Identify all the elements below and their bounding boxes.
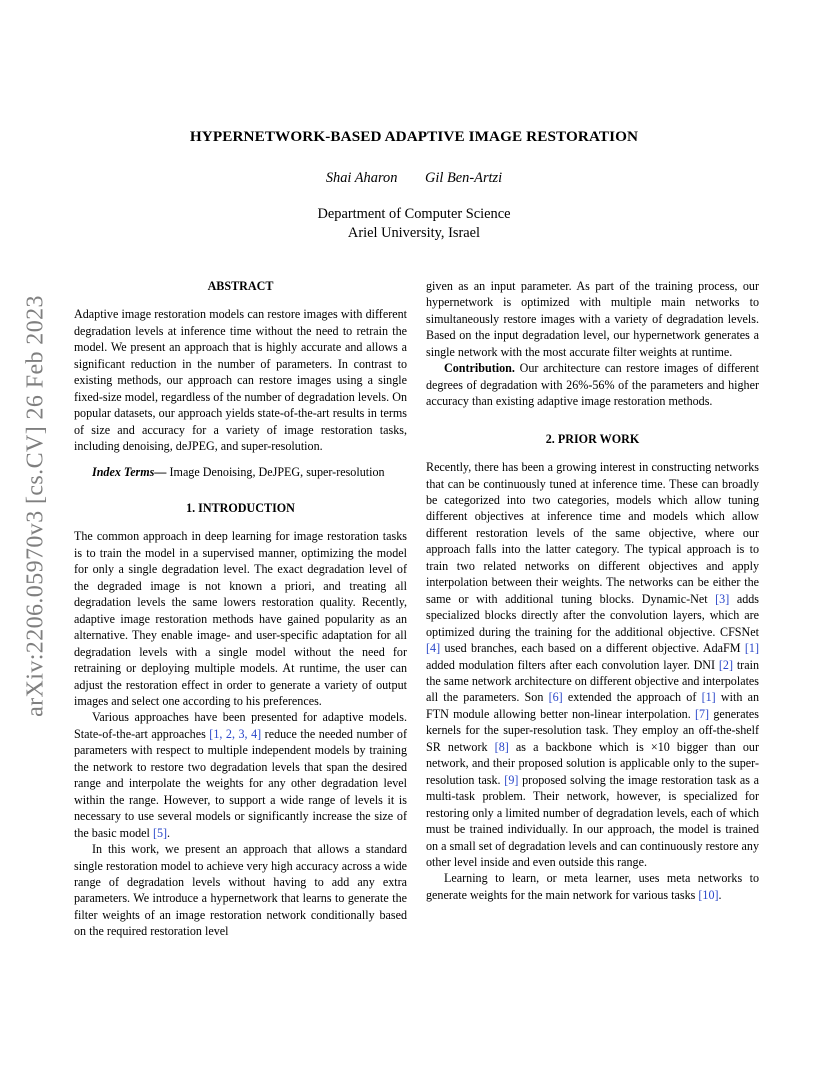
- prior-text: added modulation filters after each convolution layer. DNI: [426, 657, 719, 672]
- citation-link[interactable]: [1]: [744, 641, 759, 656]
- author-list: [0, 170, 828, 187]
- citation-link[interactable]: [4]: [426, 641, 441, 656]
- author-name: Gil Ben-Artzi: [425, 170, 503, 186]
- prior-work-paragraph-2: [426, 870, 759, 903]
- prior-text: Recently, there has been a growing interest in constructing networks that can be continuously tuned at inference time. These can broadly be categorized into two categories, models which allow tuning different objectives at inference time and models which allow different restoration levels of the same objective, where our approach falls into the latter category. The typical approach is to train two related networks on different objectives and apply interpolation between their weights. The networks can be either the same or with additional tuning blocks. Dynamic-Net: [426, 460, 759, 606]
- index-terms: [74, 464, 407, 480]
- affiliation-university: Ariel University, Israel: [347, 225, 481, 241]
- arxiv-identifier-stamp: [22, 256, 50, 756]
- citation-link[interactable]: [8]: [494, 739, 509, 754]
- contribution-label: Contribution.: [444, 361, 515, 376]
- index-terms-text: Image Denoising, DeJPEG, super-resolution: [166, 464, 385, 479]
- abstract-heading: ABSTRACT: [207, 279, 274, 293]
- arxiv-id-text: arXiv:2206.05970v3 [cs.CV] 26 Feb 2023: [22, 295, 49, 717]
- citation-link[interactable]: [9]: [504, 772, 519, 787]
- affiliation: [0, 205, 828, 243]
- contribution-paragraph: [426, 360, 759, 409]
- author-name: Shai Aharon: [325, 170, 398, 186]
- index-terms-label: Index Terms—: [92, 464, 167, 479]
- prior-work-paragraph-1: [426, 459, 759, 870]
- affiliation-department: Department of Computer Science: [317, 206, 511, 222]
- citation-link[interactable]: [1, 2, 3, 4]: [209, 726, 262, 741]
- intro-p2-text: Various approaches have been presented for adaptive models. State-of-the-art approaches: [74, 710, 407, 741]
- intro-p2-text: reduce the needed number of parameters with respect to multiple independent models by training the network to restore two degradation levels that span the desired range and interpolate the weights for any other degradation level within the range. However, to support a wide range of levels it is necessary to use several models or significantly increase the size of the basic model: [74, 726, 407, 840]
- right-column: [426, 278, 759, 903]
- prior-text: adds specialized blocks directly after the convolution layers, which are optimized during the training for the additional objective. CFSNet: [426, 591, 759, 639]
- left-column: [74, 278, 407, 940]
- introduction-heading: 1. INTRODUCTION: [186, 500, 295, 515]
- prior-text: train the same network architecture on different objective and interpolates all the parameters. Son: [426, 657, 759, 705]
- intro-continued-paragraph: given as an input parameter. As part of the training process, our hypernetwork is optimized with multiple main networks to simultaneously restore images with a variety of degradation levels. Based on the input degradation level, our hypernetwork generates a single network with the most accurate filter weights at runtime.: [426, 279, 759, 359]
- paper-title: HYPERNETWORK-BASED ADAPTIVE IMAGE RESTORATION: [189, 128, 639, 145]
- intro-paragraph-1: The common approach in deep learning for image restoration tasks is to train the model in a supervised manner, optimizing the model for only a single degradation level. The exact degradation level of the degraded image is not known a priori, and treating all degradation levels the same lowers restoration quality. Recently, adaptive image restoration methods have gained popularity as an alternative. They enable image- and user-specific adaptation for all degradation levels with a single model without the need for retraining or deploying multiple models. At runtime, the user can adjust the restoration effect in order to generate a variety of output images and select one according to his preferences.: [74, 529, 407, 708]
- prior-text: with an FTN module allowing better non-linear interpolation.: [426, 690, 760, 721]
- prior-text: Learning to learn, or meta learner, uses meta networks to generate weights for the main network for various tasks: [426, 871, 759, 902]
- citation-link[interactable]: [1]: [701, 690, 716, 705]
- prior-work-heading: 2. PRIOR WORK: [545, 431, 640, 446]
- prior-text: .: [718, 887, 722, 902]
- prior-text: as a backbone which is ×10 bigger than our network, and their proposed solution is applicable only to the super-resolution task.: [426, 739, 760, 787]
- prior-text: extended the approach of: [562, 690, 702, 705]
- citation-link[interactable]: [5]: [152, 825, 168, 840]
- citation-link[interactable]: [10]: [698, 887, 719, 902]
- citation-link[interactable]: [3]: [715, 591, 730, 606]
- prior-text: used branches, each based on a different objective. AdaFM: [440, 641, 745, 656]
- contribution-text: Our architecture can restore images of different degrees of degradation with 26%-56% of the parameters and higher accuracy than existing adaptive image restoration methods.: [426, 361, 759, 409]
- intro-p2-text: .: [167, 825, 171, 840]
- prior-text: proposed solving the image restoration task as a multi-task problem. Their network, however, is specialized for restoring only a limited number of degradation levels, each of which must be trained individually. In our approach, the model is trained on a small set of degradation levels and can continuously restore any other level inside and even outside this range.: [426, 772, 759, 869]
- citation-link[interactable]: [7]: [694, 706, 710, 721]
- abstract-text: Adaptive image restoration models can restore images with different degradation levels at inference time without the need to retrain the model. We present an approach that is highly accurate and allows a significant reduction in the number of parameters. In contrast to existing methods, our approach can restore images using a single fixed-size model, regardless of the number of degradation levels. On popular datasets, our approach yields state-of-the-art results in terms of size and accuracy for a variety of image restoration tasks, including denoising, deJPEG, and super-resolution.: [74, 307, 407, 454]
- prior-text: generates kernels for the super-resolution task. They employ an off-the-shelf SR network: [426, 706, 759, 754]
- citation-link[interactable]: [2]: [718, 657, 733, 672]
- intro-paragraph-3: In this work, we present an approach that allows a standard single restoration model to achieve very high accuracy across a wide range of degradation levels without having to add any extra parameters. We introduce a hypernetwork that learns to generate the filter weights of an image restoration network conditionally based on the required restoration level: [74, 842, 407, 939]
- intro-paragraph-2: [74, 709, 407, 841]
- citation-link[interactable]: [6]: [548, 690, 563, 705]
